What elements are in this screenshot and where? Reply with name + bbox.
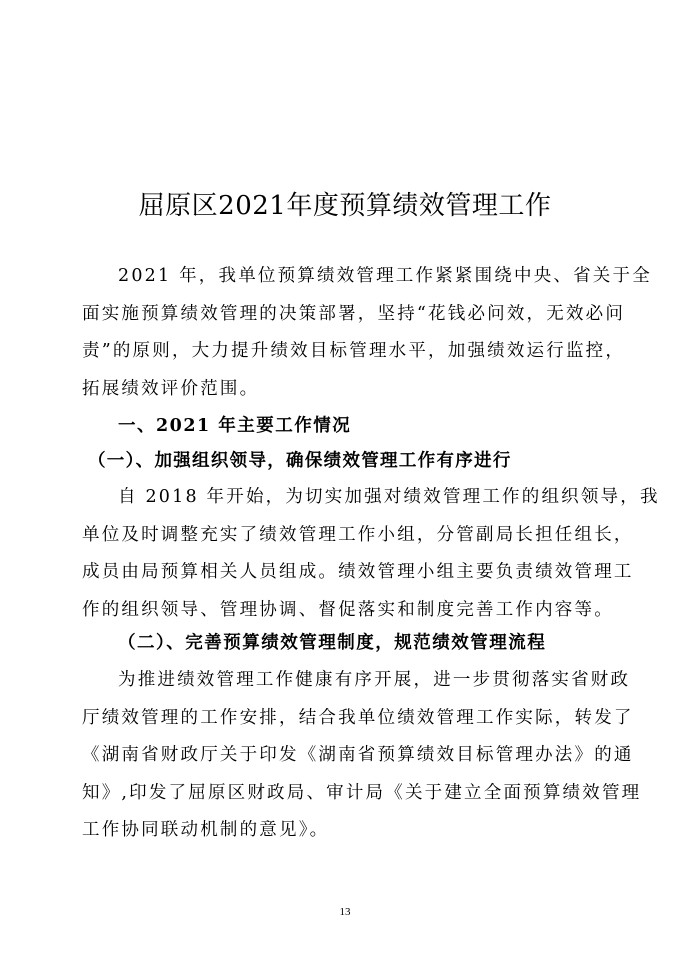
section-heading-1: 一、2021 年主要工作情况 — [118, 416, 352, 436]
intro-paragraph — [82, 258, 652, 408]
page-number: 13 — [339, 906, 351, 918]
intro-line: 责”的原则，大力提升绩效目标管理水平，加强绩效运行监控， — [82, 341, 626, 361]
body-line: 为推进绩效管理工作健康有序开展，进一步贯彻落实省财政 — [118, 670, 631, 690]
intro-line: 拓展绩效评价范围。 — [82, 378, 260, 399]
body-line: 知》,印发了屈原区财政局、审计局《关于建立全面预算绩效管理 — [82, 782, 642, 803]
subsection-heading-1: （一）、加强组织领导，确保绩效管理工作有序进行 — [88, 451, 512, 471]
body-line: 单位及时调整充实了绩效管理工作小组，分管副局长担任组长， — [82, 524, 634, 545]
body-line: 《湖南省财政厅关于印发《湖南省预算绩效目标管理办法》的通 — [82, 745, 634, 765]
subsection-2-paragraph — [82, 662, 642, 850]
body-line: 作的组织领导、管理协调、督促落实和制度完善工作内容等。 — [82, 599, 614, 620]
body-line: 工作协同联动机制的意见》。 — [82, 820, 330, 840]
document-title: 屈原区2021年度预算绩效管理工作 — [138, 191, 552, 221]
body-line: 成员由局预算相关人员组成。绩效管理小组主要负责绩效管理工 — [82, 562, 634, 582]
intro-line: 2021 年，我单位预算绩效管理工作紧紧围绕中央、省关于全 — [118, 266, 652, 286]
body-line: 厅绩效管理的工作安排，结合我单位绩效管理工作实际，转发了 — [82, 707, 634, 728]
subsection-heading-2: （二）、完善预算绩效管理制度，规范绩效管理流程 — [118, 633, 547, 653]
body-line: 自 2018 年开始，为切实加强对绩效管理工作的组织领导，我 — [118, 487, 660, 507]
subsection-1-paragraph — [82, 479, 660, 629]
intro-line: 面实施预算绩效管理的决策部署，坚持“花钱必问效，无效必问 — [82, 303, 626, 324]
